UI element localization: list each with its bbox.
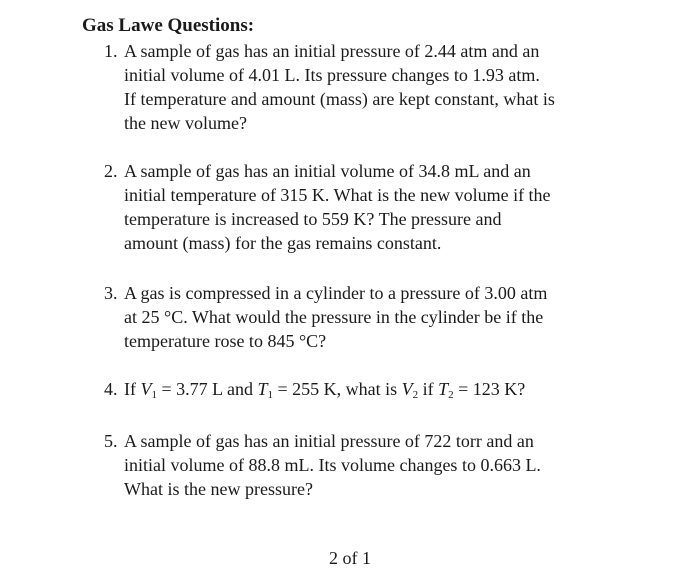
- question-3: [104, 281, 664, 353]
- question-text: [124, 429, 664, 501]
- subscript-2: 2: [448, 389, 454, 401]
- subscript-2: 2: [412, 389, 419, 401]
- question-2: [104, 159, 664, 255]
- question-line: the new volume?: [124, 113, 247, 133]
- question-line: If temperature and amount (mass) are kept constant, what is: [124, 89, 555, 109]
- variable-v2: V: [401, 379, 413, 399]
- question-number: 1.: [104, 41, 118, 61]
- question-5: [104, 429, 664, 501]
- question-line: at 25 °C. What would the pressure in the cylinder be if the: [124, 307, 544, 327]
- text-part: = 123 K?: [453, 379, 526, 399]
- text-part: = 3.77 L and: [157, 379, 258, 399]
- document-title: Gas Lawe Questions:: [82, 15, 255, 36]
- question-line: amount (mass) for the gas remains constant.: [124, 233, 442, 253]
- variable-v1: V: [140, 379, 152, 399]
- question-line: What is the new pressure?: [124, 479, 313, 499]
- question-text: [124, 39, 664, 135]
- text-part: if: [418, 379, 439, 399]
- question-line: initial temperature of 315 K. What is the new volume if the: [124, 185, 551, 205]
- page-number: 2 of 1: [329, 548, 371, 568]
- variable-t1: T: [257, 379, 268, 399]
- text-part: If: [124, 379, 141, 399]
- question-text: [124, 377, 664, 401]
- question-line: A sample of gas has an initial pressure of 722 torr and an: [124, 431, 534, 451]
- question-line: A sample of gas has an initial volume of 34.8 mL and an: [124, 161, 531, 181]
- subscript-1: 1: [151, 389, 157, 401]
- question-line: A sample of gas has an initial pressure of 2.44 atm and an: [124, 41, 540, 61]
- text-part: = 255 K, what is: [272, 379, 402, 399]
- question-line: temperature is increased to 559 K? The pressure and: [124, 209, 502, 229]
- question-text: [124, 159, 664, 255]
- question-number: 2.: [104, 161, 118, 181]
- question-number: 5.: [104, 431, 118, 451]
- question-4: [104, 377, 664, 401]
- question-number: 3.: [104, 283, 118, 303]
- variable-t2: T: [438, 379, 449, 399]
- question-number: 4.: [104, 379, 118, 399]
- question-line: A gas is compressed in a cylinder to a pressure of 3.00 atm: [124, 283, 548, 303]
- question-line: initial volume of 88.8 mL. Its volume changes to 0.663 L.: [124, 455, 541, 475]
- question-1: [104, 39, 664, 135]
- question-line: initial volume of 4.01 L. Its pressure changes to 1.93 atm.: [124, 65, 540, 85]
- subscript-1: 1: [267, 389, 273, 401]
- question-line: temperature rose to 845 °C?: [124, 331, 327, 351]
- question-text: [124, 281, 664, 353]
